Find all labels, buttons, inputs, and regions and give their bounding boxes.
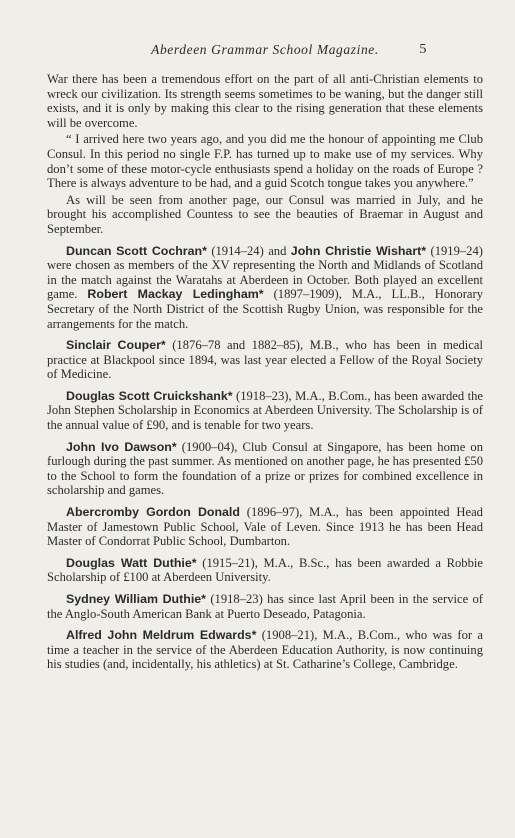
paragraph (47, 338, 483, 382)
running-header (47, 42, 483, 64)
paragraph-text: As will be seen from another page, our Consul was married in July, and he brought his accomplished Countess to see the beauties of Braemar in August and September. (47, 192, 483, 236)
page-number: 5 (419, 42, 427, 57)
paragraph (47, 556, 483, 585)
person-name: Douglas Watt Duthie* (66, 555, 197, 570)
person-name: John Christie Wishart* (290, 243, 427, 258)
paragraph-text: (1918–23) has since last April been in the service of the Anglo-South American Bank at Puerto Deseado, Patagonia. (47, 592, 483, 621)
paragraph-text: (1900–04), Club Consul at Singapore, has been home on furlough during the past summer. As mentioned on another page, he has presented £50 to the School to form the foundation of a prize or prizes for combined excellence in scholarship and games. (47, 439, 483, 498)
paragraph-text: (1897–1909), M.A., LL.B., Honorary Secretary of the North District of the Scottish Rugby Union, was responsible for the arrangements for the match. (47, 287, 484, 331)
paragraph (47, 132, 483, 190)
paragraph-text: (1876–78 and 1882–85), M.B., who has been in medical practice at Blackpool since 1894, was last year elected a Fellow of the Royal Society of Medicine. (47, 338, 483, 382)
paragraph-text: (1919–24) were chosen as members of the XV representing the North and Midlands of Scotland in the match against the Waratahs at Aberdeen in October. Both played an excellent game. (47, 243, 483, 302)
person-name: Robert Mackay Ledingham* (87, 287, 264, 302)
paragraph (47, 440, 483, 498)
person-name: Douglas Scott Cruickshank* (66, 388, 233, 403)
paragraph-text: “ I arrived here two years ago, and you did me the honour of appointing me Club Consul. In this period no single F.P. has turned up to make use of my services. Why don’t some of these motor-cycle enthusiasts spend a holiday on the roads of Europe ? There is always adventure to be had, and a guid Scotch tongue takes you anywhere.” (47, 132, 483, 191)
paragraph-text: (1914–24) and (206, 243, 291, 258)
article-body (47, 72, 483, 672)
paragraph-text: War there has been a tremendous effort on the part of all anti-Christian elements to wreck our civilization. Its strength seems sometimes to be waning, but the danger still exists, and it is only by making this clear to the rising generation that these elements will be overcome. (47, 72, 483, 130)
person-name: Sinclair Couper* (66, 338, 166, 353)
person-name: Duncan Scott Cochran* (66, 243, 207, 258)
person-name: Alfred John Meldrum Edwards* (66, 628, 257, 643)
paragraph (47, 592, 483, 621)
paragraph-text: (1908–21), M.A., B.Com., who was for a time a teacher in the service of the Aberdeen Education Authority, is now continuing his studies (and, incidentally, his athletics) at St. Catharine’s College, Cambridge. (47, 628, 483, 672)
paragraph (47, 244, 483, 332)
paragraph-text: (1896–97), M.A., has been appointed Head Master of Jamestown Public School, Vale of Leven. Since 1913 he has been Head Master of Condorrat Public School, Dumbarton. (47, 505, 483, 549)
paragraph (47, 628, 483, 672)
person-name: John Ivo Dawson* (66, 439, 177, 454)
running-title: Aberdeen Grammar School Magazine. (151, 42, 379, 57)
paragraph (47, 389, 483, 433)
paragraph (47, 72, 483, 130)
paragraph-text: (1918–23), M.A., B.Com., has been awarded the John Stephen Scholarship in Economics at Aberdeen University. The Scholarship is of the annual value of £90, and is tenable for two years. (47, 388, 484, 433)
person-name: Abercromby Gordon Donald (66, 505, 240, 520)
paragraph (47, 505, 483, 549)
paragraph (47, 193, 483, 237)
paragraph-text: (1915–21), M.A., B.Sc., has been awarded a Robbie Scholarship of £100 at Aberdeen University. (47, 555, 483, 585)
person-name: Sydney William Duthie* (66, 592, 206, 606)
